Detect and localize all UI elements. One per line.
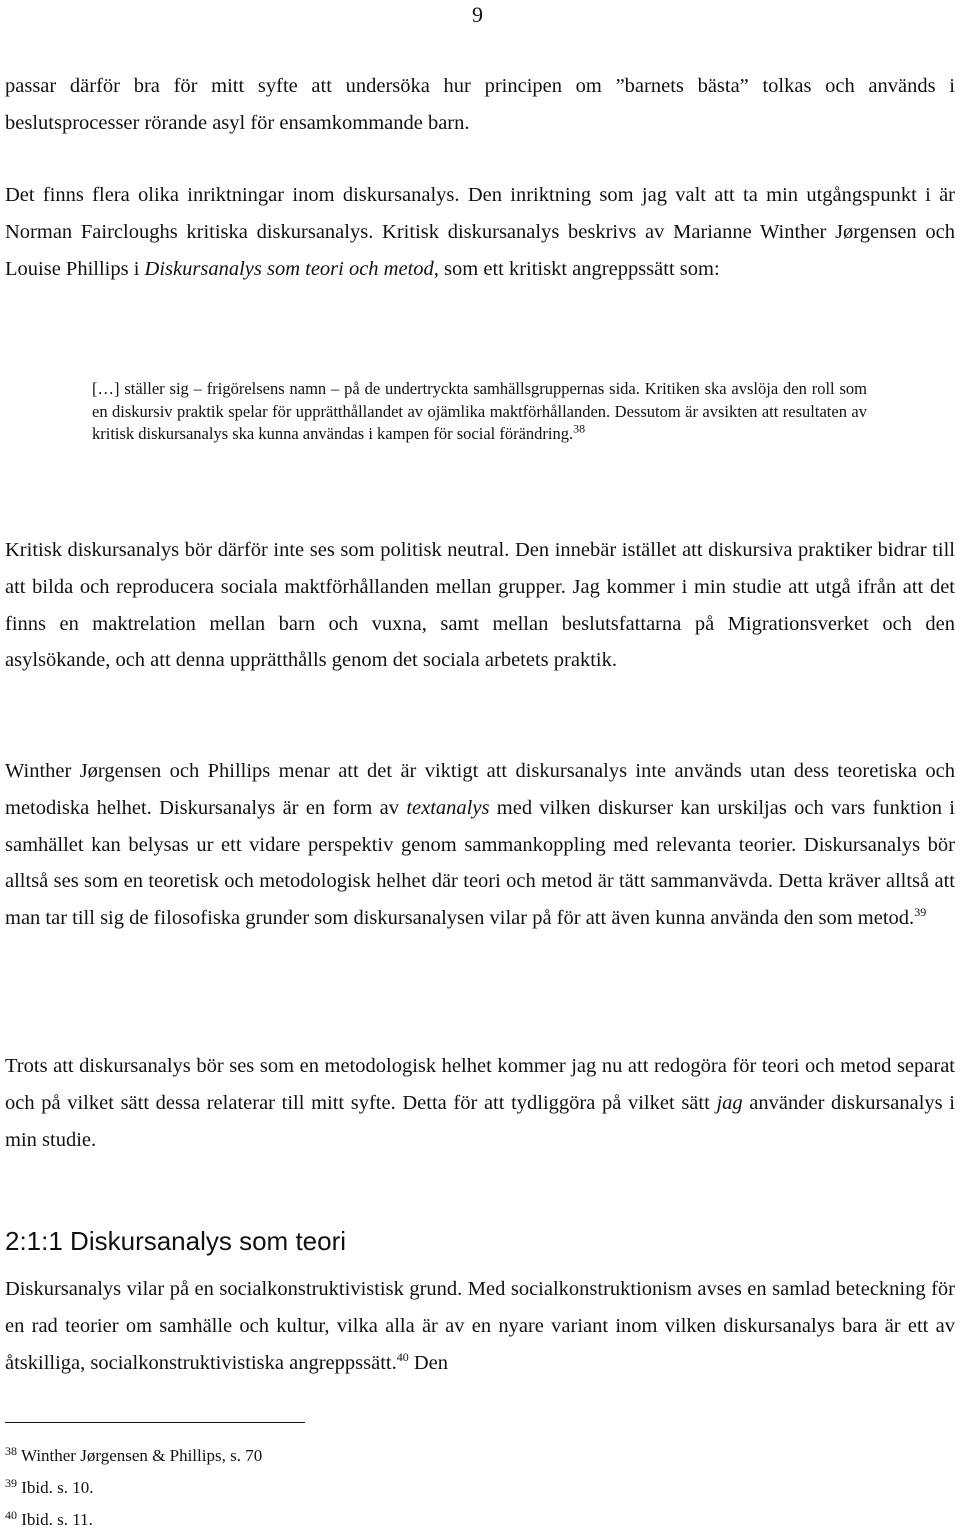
footnote-number: 39 [5,1476,17,1490]
paragraph-5 [5,1048,955,1158]
section-heading: 2:1:1 Diskursanalys som teori [5,1226,347,1256]
paragraph-6 [5,1271,955,1381]
paragraph-text: passar därför bra för mitt syfte att undersöka hur principen om ”barnets bästa” tolkas och används i beslutsprocesser rörande asyl för ensamkommande barn. [5,75,955,134]
emphasis-text: jag [716,1091,743,1114]
paragraph-text: Den [408,1351,449,1374]
paragraph-text: med vilken diskurser kan urskiljas och vars funktion i samhället kan belysas ur ett vidare perspektiv genom sammankoppling med relevanta teorier. Diskursanalys bör alltså ses som en teoretisk och metodologisk helhet där teori och metod är tätt sammanvävda. Detta kräver alltså att man tar till sig de filosofiska grunder som diskursanalysen vilar på för att även kunna använda den som metod. [5,796,956,930]
footnote-text: Winther Jørgensen & Phillips, s. 70 [20,1446,263,1465]
footnote-ref-39[interactable]: 39 [914,905,927,920]
quote-text: […] ställer sig – frigörelsens namn – på de undertryckta samhällsgruppernas sida. Kritiken ska avslöja den roll som en diskursiv praktik spelar för upprätthållandet av ojämlika maktförhållanden. Dessutom är avsikten att resultaten av kritisk diskursanalys ska kunna användas i kampen för social förändring. [92,379,867,444]
paragraph-text: använder diskursanalys i min studie. [5,1091,955,1151]
footnote-ref-38[interactable]: 38 [573,421,586,436]
paragraph-text: Kritisk diskursanalys bör därför inte ses som politisk neutral. Den innebär istället att diskursiva praktiker bidrar till att bilda och reproducera sociala maktförhållanden mellan grupper. Jag kommer i min studie att utgå ifrån att det finns en maktrelation mellan barn och vuxna, samt mellan beslutsfattarna på Migrationsverket och den asylsökande, och att denna upprätthålls genom det sociala arbetets praktik. [5,539,955,672]
footnote-divider [5,1422,305,1423]
footnote-text: Ibid. s. 10. [21,1478,94,1497]
paragraph-2 [5,177,955,287]
footnote-number: 40 [5,1508,17,1522]
footnote-text: Ibid. s. 11. [21,1510,93,1529]
paragraph-text: Winther Jørgensen och Phillips menar att det är viktigt att diskursanalys inte används utan dess teoretiska och metodiska helhet. Diskursanalys är en form av [5,760,955,819]
paragraph-text: Diskursanalys vilar på en socialkonstruktivistisk grund. Med socialkonstruktionism avses en samlad beteckning för en rad teorier om samhälle och kultur, vilka alla är av en nyare variant inom vilken diskursanalys bara är ett av åtskilliga, socialkonstruktivistiska angreppssätt. [5,1278,955,1374]
paragraph-text: , som ett kritiskt angreppssätt som: [433,257,720,280]
book-title: Diskursanalys som teori och metod [144,257,434,280]
footnote-38 [5,1446,262,1466]
paragraph-3 [5,532,955,679]
footnote-number: 38 [5,1444,17,1458]
emphasis-text: textanalys [406,796,490,819]
footnote-39 [5,1478,94,1498]
paragraph-4 [5,753,955,937]
paragraph-text: Trots att diskursanalys bör ses som en metodologisk helhet kommer jag nu att redogöra för teori och metod separat och på vilket sätt dessa relaterar till mitt syfte. Detta för att tydliggöra på vilket sätt [5,1055,955,1114]
paragraph-text: Det finns flera olika inriktningar inom diskursanalys. Den inriktning som jag valt att ta min utgångspunkt i är Norman Faircloughs kritiska diskursanalys. Kritisk diskursanalys beskrivs av Marianne Winther Jørgensen och Louise Phillips i [5,184,955,280]
paragraph-1 [5,68,955,142]
block-quote [92,378,867,446]
page-number: 9 [472,2,483,27]
footnote-ref-40[interactable]: 40 [396,1349,409,1364]
footnote-40 [5,1510,93,1530]
